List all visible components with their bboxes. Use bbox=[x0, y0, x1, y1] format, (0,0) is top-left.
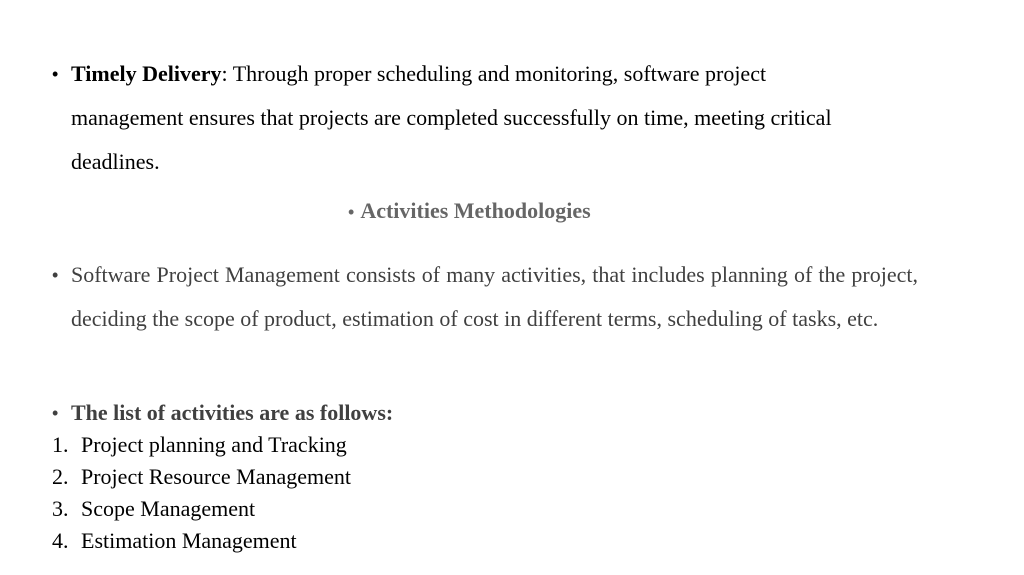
list-number: 4. bbox=[52, 528, 69, 553]
bullet-timely-delivery bbox=[52, 52, 852, 184]
bullet-dot: • bbox=[348, 202, 355, 222]
list-number: 3. bbox=[52, 496, 69, 521]
bullet-term: Timely Delivery bbox=[71, 61, 222, 86]
list-label: Estimation Management bbox=[81, 528, 297, 553]
bullet-list-intro bbox=[52, 398, 393, 428]
bullet-dot: • bbox=[52, 265, 59, 285]
list-item bbox=[52, 525, 351, 557]
list-item bbox=[52, 493, 351, 525]
list-label: Project planning and Tracking bbox=[81, 432, 347, 457]
bullet-text: Software Project Management consists of many activities, that includes planning of the project, deciding the scope of product, estimation of cost in different terms, scheduling of tasks, etc. bbox=[71, 262, 918, 331]
bullet-text bbox=[52, 52, 852, 184]
list-number: 1. bbox=[52, 432, 69, 457]
list-item bbox=[52, 429, 351, 461]
bullet-text: The list of activities are as follows: bbox=[71, 400, 394, 425]
list-label: Project Resource Management bbox=[81, 464, 352, 489]
bullet-spm-consists bbox=[52, 253, 918, 341]
list-item bbox=[52, 461, 351, 493]
bullet-dot: • bbox=[52, 64, 59, 84]
section-heading bbox=[348, 196, 591, 227]
section-heading-text: Activities Methodologies bbox=[360, 198, 591, 223]
list-label: Scope Management bbox=[81, 496, 256, 521]
activities-list bbox=[52, 429, 351, 557]
list-number: 2. bbox=[52, 464, 69, 489]
bullet-description: : Through proper scheduling and monitoring, software project management ensures that projects are completed successfully on time, meeting critical deadlines. bbox=[71, 61, 832, 174]
bullet-dot: • bbox=[52, 403, 59, 423]
